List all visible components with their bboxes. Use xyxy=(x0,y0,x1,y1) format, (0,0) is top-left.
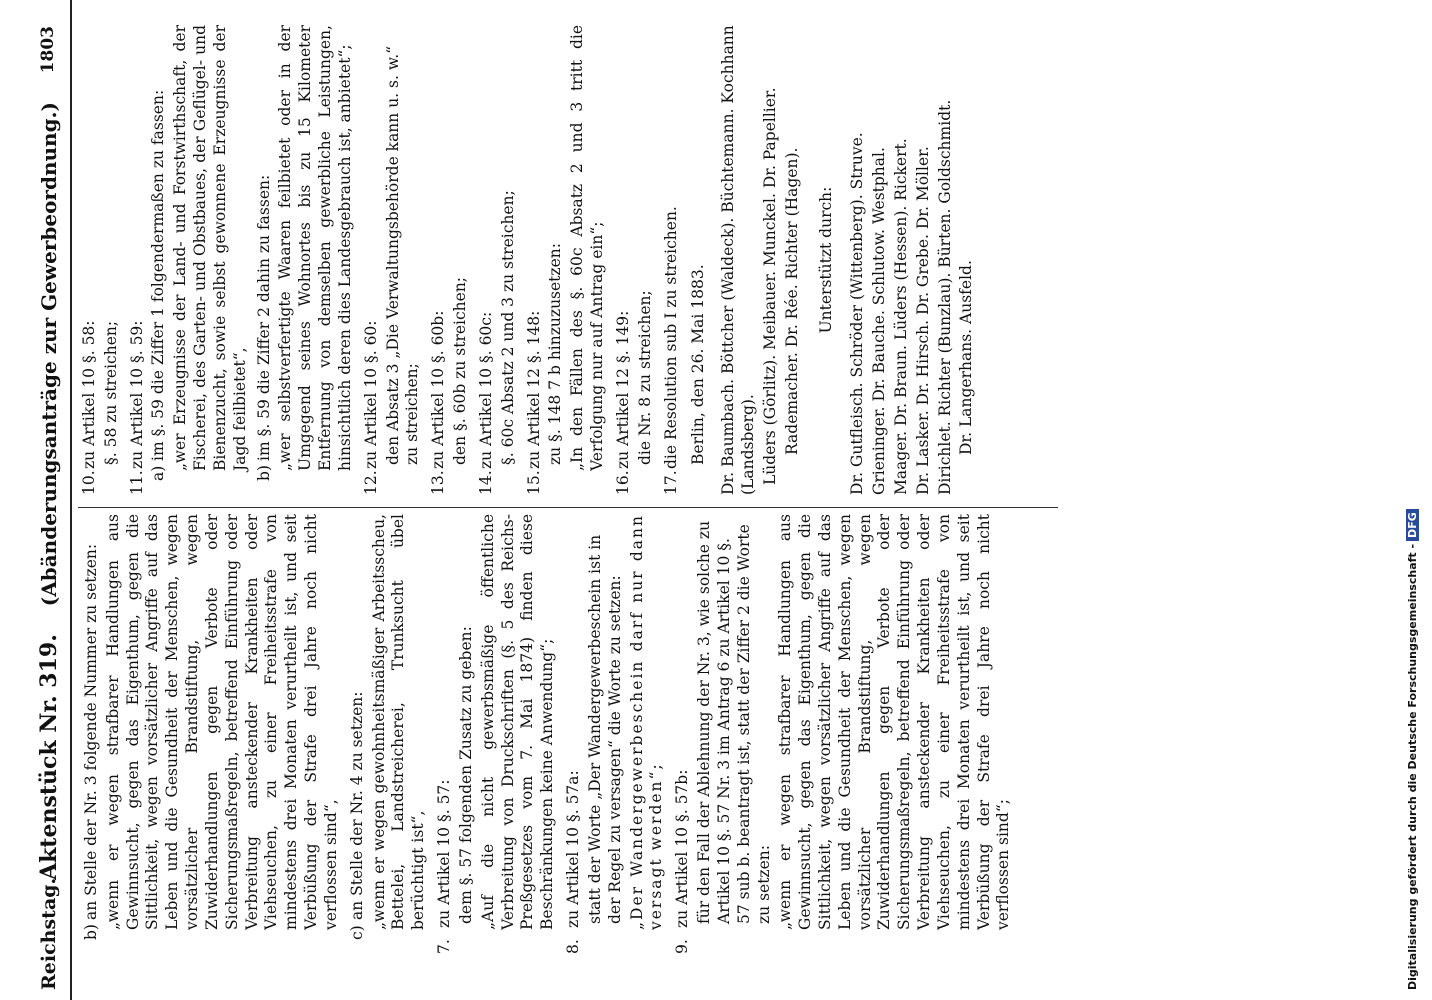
item-17 xyxy=(662,25,682,495)
supporters-line-1: Dr. Gutfleisch. Schröder (Wittenberg). Struve. xyxy=(848,132,867,495)
credit-text: Digitalisierung gefördert durch die Deutsche Forschungsgemeinschaft - xyxy=(1406,543,1419,990)
item-15-number: 15. xyxy=(524,470,543,495)
item-14-number: 14. xyxy=(476,470,495,495)
item-16-text: die Nr. 8 zu streichen; xyxy=(635,290,654,465)
supporters-line-2: Grieninger. Dr. Bauche. Schlutow. Westphal. xyxy=(870,147,889,495)
item-9-text: für den Fall der Ablehnung der Nr. 3, wie solche zu Artikel 10 §. 57 Nr. 3 im Antrag 6 zu Artikel 10 §. 57 sub b. beantragt ist, statt der Ziffer 2 die Worte zu setzen: xyxy=(695,520,773,924)
item-11-number: 11. xyxy=(127,470,146,495)
item-11a-text: im §. 59 die Ziffer 1 folgendermaßen zu fassen: xyxy=(149,89,168,461)
signers-line-1: Dr. Baumbach. Böttcher (Waldeck). Büchtemann. Kochhann (Landsberg). xyxy=(719,25,758,495)
header-title xyxy=(36,102,62,880)
item-b-label: b) xyxy=(82,924,100,940)
item-17-text: die Resolution sub I zu streichen. xyxy=(661,206,680,469)
item-12-number: 12. xyxy=(361,470,380,495)
item-13-text: den §. 60b zu streichen; xyxy=(451,276,470,465)
item-15-text: zu §. 148 7 b hinzuzusetzen: xyxy=(546,243,565,465)
header-rule xyxy=(70,0,72,1000)
item-14 xyxy=(477,25,519,495)
digitization-credit xyxy=(1406,10,1430,990)
place-date: Berlin, den 26. Mai 1883. xyxy=(689,264,708,465)
supporters-line-4: Dr. Lasker. Dr. Hirsch. Dr. Grebe. Dr. Möller. xyxy=(913,146,932,495)
item-9 xyxy=(673,514,1014,954)
item-14-heading: zu Artikel 10 §. 60c: xyxy=(476,311,495,469)
item-16-number: 16. xyxy=(613,470,632,495)
item-8-quote: „Der Wandergewerbeschein darf nur dann versagt werden“; xyxy=(627,514,666,930)
item-15 xyxy=(525,25,608,495)
column-divider xyxy=(78,507,1058,508)
item-c-label: c) xyxy=(347,925,366,940)
item-12 xyxy=(362,25,423,495)
item-10-text: §. 58 zu streichen; xyxy=(101,320,120,465)
header-reichstag: Reichstag. xyxy=(38,877,60,990)
item-13-number: 13. xyxy=(429,470,448,495)
item-11b-text: im §. 59 die Ziffer 2 dahin zu fassen: xyxy=(254,174,273,461)
header-doc-subtitle: (Abänderungsanträge zur Gewerbeordnung.) xyxy=(37,102,61,607)
item-7-number: 7. xyxy=(435,939,454,954)
item-7-quote: „Auf die nicht gewerbsmäßige öffentliche Verbreitung von Druckschriften (§. 5 des Reichs-Preßgesetzes vom 7. Mai 1874) finden diese Beschränkungen keine Anwendung“; xyxy=(478,514,557,930)
item-8-number: 8. xyxy=(564,939,583,954)
item-16 xyxy=(614,25,656,495)
item-b xyxy=(82,514,342,954)
rotated-document-page xyxy=(20,0,1060,1000)
item-12-heading: zu Artikel 10 §. 60: xyxy=(361,320,380,469)
item-11-heading: zu Artikel 10 §. 59: xyxy=(127,320,146,469)
item-10-number: 10. xyxy=(80,470,98,495)
item-11a-quote: „wer Erzeugnisse der Land- und Forstwirthschaft, der Fischerei, des Garten- und Obstbaues, der Geflügel- und Bienenzucht, sowie selbst gewonnene Erzeugnisse der Jagd feilbietet“, xyxy=(171,25,249,471)
item-9-quote: „wenn er wegen strafbarer Handlungen aus Gewinnsucht, gegen das Eigenthum, gegen die Sittlichkeit, wegen vorsätzlicher Angriffe auf das Leben und die Gesundheit der Menschen, wegen vorsätzlicher Brandstiftung, wegen Zuwiderhandlungen gegen Verbote oder Sicherungsmaßregeln, betreffend Einführung oder Verbreitung ansteckender Krankheiten oder Viehseuchen, zu einer Freiheitsstrafe von mindestens drei Monaten verurtheilt ist, und seit Verbüßung der Strafe drei Jahre noch nicht verflossen sind“; xyxy=(776,514,1013,930)
signers-line-2: Lüders (Görlitz). Meibauer. Munckel. Dr. Papellier. xyxy=(760,87,779,485)
item-15-heading: zu Artikel 12 §. 148: xyxy=(524,310,543,469)
item-8 xyxy=(564,514,667,954)
header-page-number: 1803 xyxy=(38,26,58,74)
item-c-quote: „wenn er wegen gewohnheitsmäßiger Arbeitsscheu, Bettelei, Landstreicherei, Trunksucht übel berüchtigt ist“, xyxy=(369,514,428,930)
item-b-text: an Stelle der Nr. 3 folgende Nummer zu setzen: xyxy=(82,543,100,920)
item-b-quote: „wenn er wegen strafbarer Handlungen aus Gewinnsucht, gegen das Eigenthum, gegen die Sittlichkeit, wegen vorsätzlicher Angriffe auf das Leben und die Gesundheit der Menschen, wegen vorsätzlicher Brandstiftung, wegen Zuwiderhandlungen gegen Verbote oder Sicherungsmaßregeln, betreffend Einführung oder Verbreitung ansteckender Krankheiten oder Viehseuchen, zu einer Freiheitsstrafe von mindestens drei Monaten verurtheilt ist, und seit Verbüßung der Strafe drei Jahre noch nicht verflossen sind“, xyxy=(103,514,340,930)
item-17-number: 17. xyxy=(661,470,680,495)
item-8-heading: zu Artikel 10 §. 57a: xyxy=(564,770,583,928)
item-7-text: dem §. 57 folgenden Zusatz zu geben: xyxy=(456,626,475,924)
item-12-text: den Absatz 3 „Die Verwaltungsbehörde kann u. s. w.“ zu streichen; xyxy=(383,45,422,465)
item-10 xyxy=(80,25,122,495)
header-doc-label: Aktenstück Nr. 319. xyxy=(36,634,62,880)
item-13 xyxy=(429,25,471,495)
item-7 xyxy=(435,514,558,954)
signers-line-3: Rademacher. Dr. Rée. Richter (Hagen). xyxy=(782,147,801,455)
item-7-heading: zu Artikel 10 §. 57: xyxy=(435,779,454,928)
item-c-text: an Stelle der Nr. 4 zu setzen: xyxy=(347,691,366,920)
right-column xyxy=(80,25,979,495)
item-16-heading: zu Artikel 12 §. 149: xyxy=(613,310,632,469)
dfg-badge: DFG xyxy=(1406,509,1419,541)
item-9-number: 9. xyxy=(673,939,692,954)
item-15-quote: „In den Fällen des §. 60c Absatz 2 und 3 tritt die Verfolgung nur auf Antrag ein“; xyxy=(568,25,607,471)
supporters-line-3: Maager. Dr. Braun. Lüders (Hessen). Rickert. xyxy=(891,138,910,495)
item-14-text: §. 60c Absatz 2 und 3 zu streichen; xyxy=(498,190,517,465)
supporters-line-5: Dirichlet. Richter (Bunzlau). Bürten. Goldschmidt. xyxy=(935,99,954,495)
item-c xyxy=(348,514,429,954)
item-11b-label: b) xyxy=(254,465,273,481)
item-11 xyxy=(128,25,356,495)
item-13-heading: zu Artikel 10 §. 60b: xyxy=(429,310,448,469)
item-9-heading: zu Artikel 10 §. 57b: xyxy=(673,769,692,928)
supported-by-label: Unterstützt durch: xyxy=(816,186,835,334)
page-header xyxy=(24,0,70,1000)
item-11a-label: a) xyxy=(149,465,168,481)
supporters-line-6: Dr. Langerhans. Ausfeld. xyxy=(957,260,976,455)
item-8-text: statt der Worte „Der Wandergewerbeschein ist in der Regel zu versagen“ die Worte zu setzen: xyxy=(585,534,624,924)
left-column xyxy=(80,514,1020,954)
item-10-heading: zu Artikel 10 §. 58: xyxy=(80,320,98,469)
item-11b-quote: „wer selbstverfertigte Waaren feilbietet oder in der Umgegend seines Wohnortes bis zu 15 Kilometer Entfernung von demselben gewerbliche Leistungen, hinsichtlich deren dies Landesgebrauch ist, anbietet“; xyxy=(276,25,354,471)
